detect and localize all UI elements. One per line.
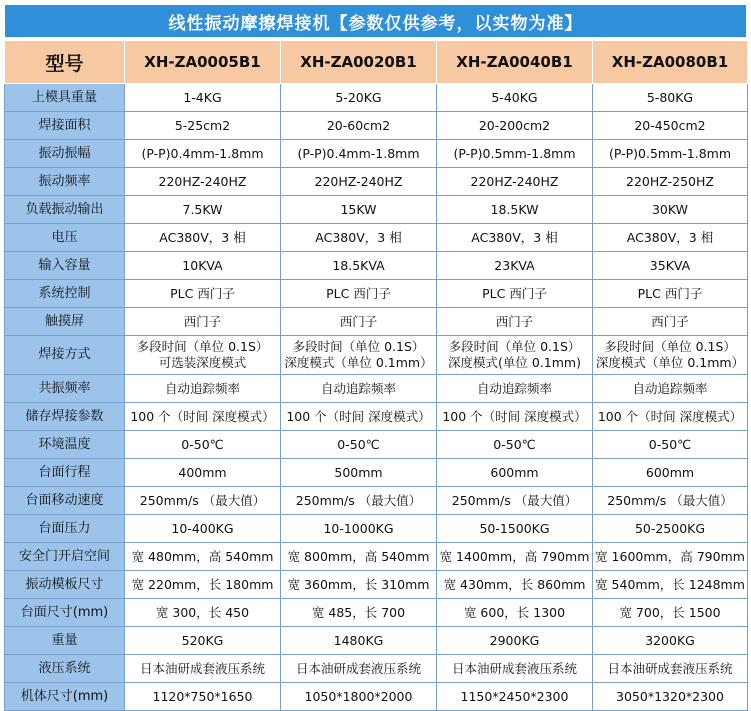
spec-value: 1480KG [281, 627, 437, 655]
table-row [5, 599, 748, 627]
spec-value: 400mm [125, 459, 281, 487]
spec-value: 自动追踪频率 [593, 375, 748, 403]
spec-value: 20-200cm2 [437, 112, 593, 140]
spec-value: (P-P)0.4mm-1.8mm [125, 140, 281, 168]
spec-value: 宽 1400mm，高 790mm [437, 543, 593, 571]
spec-value: 220HZ-240HZ [125, 168, 281, 196]
spec-value: PLC 西门子 [125, 280, 281, 308]
spec-value-line: 深度模式（单位 0.1mm） [595, 355, 745, 370]
spec-value [593, 336, 748, 375]
table-row [5, 140, 748, 168]
spec-value: 5-40KG [437, 84, 593, 112]
spec-value: 西门子 [437, 308, 593, 336]
row-label: 上模具重量 [5, 84, 125, 112]
spec-table-body [5, 84, 748, 711]
spec-value: 1-4KG [125, 84, 281, 112]
table-row [5, 375, 748, 403]
spec-value: 18.5KW [437, 196, 593, 224]
spec-value: 0-50℃ [281, 431, 437, 459]
spec-value: 600mm [437, 459, 593, 487]
spec-value: 100 个（时间 深度模式） [125, 403, 281, 431]
table-row [5, 308, 748, 336]
model-name: XH-ZA0005B1 [125, 41, 281, 84]
spec-value: 220HZ-240HZ [437, 168, 593, 196]
spec-value: PLC 西门子 [437, 280, 593, 308]
spec-value: 100 个（时间 深度模式） [437, 403, 593, 431]
spec-value [281, 336, 437, 375]
spec-value: 20-450cm2 [593, 112, 748, 140]
spec-value: 3200KG [593, 627, 748, 655]
spec-value: 宽 1600mm，高 790mm [593, 543, 748, 571]
spec-value: 50-1500KG [437, 515, 593, 543]
spec-value: (P-P)0.4mm-1.8mm [281, 140, 437, 168]
spec-value: 23KVA [437, 252, 593, 280]
spec-value-line: 多段时间（单位 0.1S） [448, 339, 581, 354]
spec-value: 宽 360mm，长 310mm [281, 571, 437, 599]
table-row [5, 280, 748, 308]
spec-value: 100 个（时间 深度模式） [593, 403, 748, 431]
spec-value: 3050*1320*2300 [593, 683, 748, 711]
spec-value: 5-20KG [281, 84, 437, 112]
model-name: XH-ZA0040B1 [437, 41, 593, 84]
table-row [5, 252, 748, 280]
table-row [5, 336, 748, 375]
spec-value: 35KVA [593, 252, 748, 280]
spec-value: (P-P)0.5mm-1.8mm [437, 140, 593, 168]
spec-value: 宽 480mm，高 540mm [125, 543, 281, 571]
spec-value: 500mm [281, 459, 437, 487]
spec-value: PLC 西门子 [593, 280, 748, 308]
spec-value-line: 深度模式(单位 0.1mm) [448, 355, 581, 370]
row-label: 焊接面积 [5, 112, 125, 140]
row-label: 台面移动速度 [5, 487, 125, 515]
row-label: 储存焊接参数 [5, 403, 125, 431]
row-label: 安全门开启空间 [5, 543, 125, 571]
spec-value: 宽 700，长 1500 [593, 599, 748, 627]
spec-value: 自动追踪频率 [125, 375, 281, 403]
spec-value: 1150*2450*2300 [437, 683, 593, 711]
table-row [5, 459, 748, 487]
spec-value: (P-P)0.5mm-1.8mm [593, 140, 748, 168]
spec-value: AC380V，3 相 [281, 224, 437, 252]
spec-value: AC380V，3 相 [125, 224, 281, 252]
spec-value: 10KVA [125, 252, 281, 280]
table-row [5, 168, 748, 196]
header-row [5, 41, 748, 84]
spec-value: 1050*1800*2000 [281, 683, 437, 711]
row-label: 振动振幅 [5, 140, 125, 168]
table-row [5, 571, 748, 599]
spec-value: 宽 430mm，长 860mm [437, 571, 593, 599]
spec-value: 0-50℃ [437, 431, 593, 459]
row-label: 输入容量 [5, 252, 125, 280]
table-row [5, 403, 748, 431]
row-label: 焊接方式 [5, 336, 125, 375]
spec-value: 西门子 [125, 308, 281, 336]
row-label: 系统控制 [5, 280, 125, 308]
spec-value: PLC 西门子 [281, 280, 437, 308]
spec-value: 日本油研成套液压系统 [437, 655, 593, 683]
spec-value: 250mm/s （最大值） [281, 487, 437, 515]
table-row [5, 487, 748, 515]
spec-value: 220HZ-240HZ [281, 168, 437, 196]
spec-value: 宽 485，长 700 [281, 599, 437, 627]
spec-value: 自动追踪频率 [437, 375, 593, 403]
spec-value: 宽 540mm，长 1248mm [593, 571, 748, 599]
model-name: XH-ZA0080B1 [593, 41, 748, 84]
spec-value: 宽 600，长 1300 [437, 599, 593, 627]
row-label: 振动频率 [5, 168, 125, 196]
spec-value-line: 深度模式（单位 0.1mm） [284, 355, 433, 370]
spec-value [437, 336, 593, 375]
table-row [5, 543, 748, 571]
model-column-label: 型号 [5, 41, 125, 84]
spec-value: 10-400KG [125, 515, 281, 543]
spec-value-line: 多段时间（单位 0.1S） [136, 339, 269, 354]
page-title: 线性振动摩擦焊接机【参数仅供参考，以实物为准】 [4, 4, 747, 38]
row-label: 重量 [5, 627, 125, 655]
spec-value-line: 多段时间（单位 0.1S） [292, 339, 425, 354]
spec-value: 日本油研成套液压系统 [125, 655, 281, 683]
row-label: 环境温度 [5, 431, 125, 459]
spec-value: 0-50℃ [125, 431, 281, 459]
table-row [5, 224, 748, 252]
spec-value: 西门子 [281, 308, 437, 336]
row-label: 台面行程 [5, 459, 125, 487]
spec-value: 18.5KVA [281, 252, 437, 280]
row-label: 台面压力 [5, 515, 125, 543]
table-row [5, 112, 748, 140]
model-name: XH-ZA0020B1 [281, 41, 437, 84]
table-row [5, 655, 748, 683]
spec-value [125, 336, 281, 375]
table-row [5, 515, 748, 543]
table-row [5, 84, 748, 112]
spec-value: 5-25cm2 [125, 112, 281, 140]
spec-value: 2900KG [437, 627, 593, 655]
spec-value: 1120*750*1650 [125, 683, 281, 711]
row-label: 液压系统 [5, 655, 125, 683]
spec-value: 520KG [125, 627, 281, 655]
spec-value: 50-2500KG [593, 515, 748, 543]
spec-value: 220HZ-250HZ [593, 168, 748, 196]
spec-value: 250mm/s （最大值） [593, 487, 748, 515]
spec-value: 自动追踪频率 [281, 375, 437, 403]
spec-value-line: 多段时间（单位 0.1S） [604, 339, 736, 354]
spec-value: 宽 800mm，高 540mm [281, 543, 437, 571]
spec-value: 宽 220mm，长 180mm [125, 571, 281, 599]
spec-value: 10-1000KG [281, 515, 437, 543]
spec-value: AC380V，3 相 [593, 224, 748, 252]
spec-value: AC380V，3 相 [437, 224, 593, 252]
table-row [5, 196, 748, 224]
row-label: 电压 [5, 224, 125, 252]
spec-value: 250mm/s （最大值） [125, 487, 281, 515]
spec-value: 600mm [593, 459, 748, 487]
row-label: 台面尺寸(mm) [5, 599, 125, 627]
spec-value: 7.5KW [125, 196, 281, 224]
row-label: 共振频率 [5, 375, 125, 403]
spec-value: 20-60cm2 [281, 112, 437, 140]
spec-table [4, 40, 748, 711]
spec-value: 250mm/s （最大值） [437, 487, 593, 515]
table-row [5, 627, 748, 655]
spec-value: 日本油研成套液压系统 [281, 655, 437, 683]
spec-value: 宽 300，长 450 [125, 599, 281, 627]
spec-value: 5-80KG [593, 84, 748, 112]
row-label: 触摸屏 [5, 308, 125, 336]
table-row [5, 683, 748, 711]
row-label: 振动模板尺寸 [5, 571, 125, 599]
spec-value: 0-50℃ [593, 431, 748, 459]
spec-value: 日本油研成套液压系统 [593, 655, 748, 683]
spec-value: 30KW [593, 196, 748, 224]
table-row [5, 431, 748, 459]
row-label: 机体尺寸(mm) [5, 683, 125, 711]
spec-value: 100 个（时间 深度模式） [281, 403, 437, 431]
spec-value-line: 可选装深度模式 [158, 355, 247, 370]
spec-value: 西门子 [593, 308, 748, 336]
spec-value: 15KW [281, 196, 437, 224]
row-label: 负载振动输出 [5, 196, 125, 224]
